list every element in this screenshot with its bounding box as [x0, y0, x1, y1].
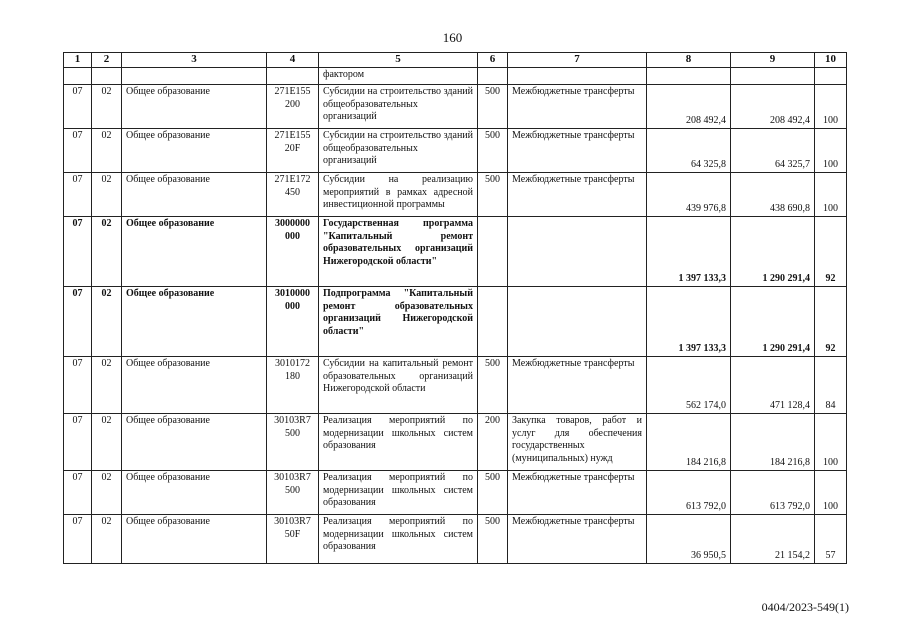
execution-percent: 100 — [815, 129, 847, 173]
table-row — [64, 129, 847, 173]
planned-amount: 36 950,5 — [647, 515, 731, 564]
column-header: 9 — [731, 53, 815, 68]
actual-amount: 1 290 291,4 — [731, 217, 815, 287]
actual-amount: 64 325,7 — [731, 129, 815, 173]
execution-percent: 92 — [815, 287, 847, 357]
table-row — [64, 515, 847, 564]
table-cell — [647, 68, 731, 85]
target-article-code: 271Е155 20F — [267, 129, 319, 173]
target-article-code: 271Е155 200 — [267, 85, 319, 129]
subsection-code: 02 — [92, 173, 122, 217]
expense-type-code: 500 — [478, 357, 508, 414]
article-description: Субсидии на строительство зданий общеобразовательных организаций — [319, 85, 478, 129]
budget-table — [63, 52, 847, 564]
expense-type-code: 500 — [478, 173, 508, 217]
execution-percent: 100 — [815, 471, 847, 515]
actual-amount: 21 154,2 — [731, 515, 815, 564]
subsection-code: 02 — [92, 85, 122, 129]
target-article-code: 3010000 000 — [267, 287, 319, 357]
article-description: Подпрограмма "Капитальный ремонт образовательных организаций Нижегородской области" — [319, 287, 478, 357]
actual-amount: 438 690,8 — [731, 173, 815, 217]
execution-percent: 92 — [815, 217, 847, 287]
continuation-description: фактором — [319, 68, 478, 85]
table-row — [64, 287, 847, 357]
section-name: Общее образование — [122, 414, 267, 471]
planned-amount: 1 397 133,3 — [647, 287, 731, 357]
expense-type-name: Межбюджетные трансферты — [508, 129, 647, 173]
section-code: 07 — [64, 287, 92, 357]
column-header: 6 — [478, 53, 508, 68]
column-header: 3 — [122, 53, 267, 68]
subsection-code: 02 — [92, 217, 122, 287]
section-name: Общее образование — [122, 129, 267, 173]
table-header-row — [64, 53, 847, 68]
expense-type-name: Межбюджетные трансферты — [508, 357, 647, 414]
expense-type-name — [508, 287, 647, 357]
subsection-code: 02 — [92, 471, 122, 515]
section-code: 07 — [64, 357, 92, 414]
section-name: Общее образование — [122, 287, 267, 357]
column-header: 7 — [508, 53, 647, 68]
continuation-row — [64, 68, 847, 85]
execution-percent: 84 — [815, 357, 847, 414]
section-name: Общее образование — [122, 357, 267, 414]
planned-amount: 64 325,8 — [647, 129, 731, 173]
table-cell — [267, 68, 319, 85]
section-code: 07 — [64, 85, 92, 129]
document-code: 0404/2023-549(1) — [761, 600, 849, 614]
table-row — [64, 357, 847, 414]
section-code: 07 — [64, 471, 92, 515]
subsection-code: 02 — [92, 357, 122, 414]
expense-type-name — [508, 217, 647, 287]
table-cell — [731, 68, 815, 85]
section-name: Общее образование — [122, 217, 267, 287]
planned-amount: 1 397 133,3 — [647, 217, 731, 287]
section-name: Общее образование — [122, 173, 267, 217]
expense-type-code — [478, 287, 508, 357]
actual-amount: 184 216,8 — [731, 414, 815, 471]
article-description: Субсидии на реализацию мероприятий в рамках адресной инвестиционной программы — [319, 173, 478, 217]
section-code: 07 — [64, 414, 92, 471]
expense-type-code: 500 — [478, 471, 508, 515]
table-row — [64, 217, 847, 287]
column-header: 1 — [64, 53, 92, 68]
planned-amount: 562 174,0 — [647, 357, 731, 414]
expense-type-name: Межбюджетные трансферты — [508, 471, 647, 515]
table-row — [64, 471, 847, 515]
execution-percent: 100 — [815, 414, 847, 471]
target-article-code: 30103R7 500 — [267, 471, 319, 515]
actual-amount: 1 290 291,4 — [731, 287, 815, 357]
expense-type-code: 200 — [478, 414, 508, 471]
section-name: Общее образование — [122, 515, 267, 564]
section-name: Общее образование — [122, 85, 267, 129]
planned-amount: 439 976,8 — [647, 173, 731, 217]
section-code: 07 — [64, 217, 92, 287]
table-cell — [508, 68, 647, 85]
actual-amount: 208 492,4 — [731, 85, 815, 129]
actual-amount: 471 128,4 — [731, 357, 815, 414]
expense-type-name: Закупка товаров, работ и услуг для обеспечения государственных (муниципальных) нужд — [508, 414, 647, 471]
expense-type-name: Межбюджетные трансферты — [508, 515, 647, 564]
table-cell — [64, 68, 92, 85]
subsection-code: 02 — [92, 287, 122, 357]
expense-type-code: 500 — [478, 85, 508, 129]
expense-type-name: Межбюджетные трансферты — [508, 173, 647, 217]
table-row — [64, 173, 847, 217]
article-description: Реализация мероприятий по модернизации школьных систем образования — [319, 414, 478, 471]
table-row — [64, 85, 847, 129]
section-name: Общее образование — [122, 471, 267, 515]
table-cell — [92, 68, 122, 85]
article-description: Субсидии на капитальный ремонт образовательных организаций Нижегородской области — [319, 357, 478, 414]
target-article-code: 30103R7 500 — [267, 414, 319, 471]
actual-amount: 613 792,0 — [731, 471, 815, 515]
table-cell — [122, 68, 267, 85]
section-code: 07 — [64, 515, 92, 564]
subsection-code: 02 — [92, 129, 122, 173]
expense-type-code: 500 — [478, 515, 508, 564]
column-header: 2 — [92, 53, 122, 68]
planned-amount: 613 792,0 — [647, 471, 731, 515]
subsection-code: 02 — [92, 414, 122, 471]
execution-percent: 100 — [815, 85, 847, 129]
article-description: Реализация мероприятий по модернизации школьных систем образования — [319, 515, 478, 564]
expense-type-code — [478, 217, 508, 287]
execution-percent: 100 — [815, 173, 847, 217]
column-header: 5 — [319, 53, 478, 68]
target-article-code: 271Е172 450 — [267, 173, 319, 217]
target-article-code: 3010172 180 — [267, 357, 319, 414]
section-code: 07 — [64, 129, 92, 173]
column-header: 8 — [647, 53, 731, 68]
expense-type-name: Межбюджетные трансферты — [508, 85, 647, 129]
page-number: 160 — [442, 30, 463, 45]
table-cell — [815, 68, 847, 85]
section-code: 07 — [64, 173, 92, 217]
planned-amount: 184 216,8 — [647, 414, 731, 471]
column-header: 10 — [815, 53, 847, 68]
table-row — [64, 414, 847, 471]
target-article-code: 30103R7 50F — [267, 515, 319, 564]
table-cell — [478, 68, 508, 85]
target-article-code: 3000000 000 — [267, 217, 319, 287]
execution-percent: 57 — [815, 515, 847, 564]
article-description: Государственная программа "Капитальный ремонт образовательных организаций Нижегородской области" — [319, 217, 478, 287]
subsection-code: 02 — [92, 515, 122, 564]
column-header: 4 — [267, 53, 319, 68]
article-description: Реализация мероприятий по модернизации школьных систем образования — [319, 471, 478, 515]
article-description: Субсидии на строительство зданий общеобразовательных организаций — [319, 129, 478, 173]
expense-type-code: 500 — [478, 129, 508, 173]
planned-amount: 208 492,4 — [647, 85, 731, 129]
